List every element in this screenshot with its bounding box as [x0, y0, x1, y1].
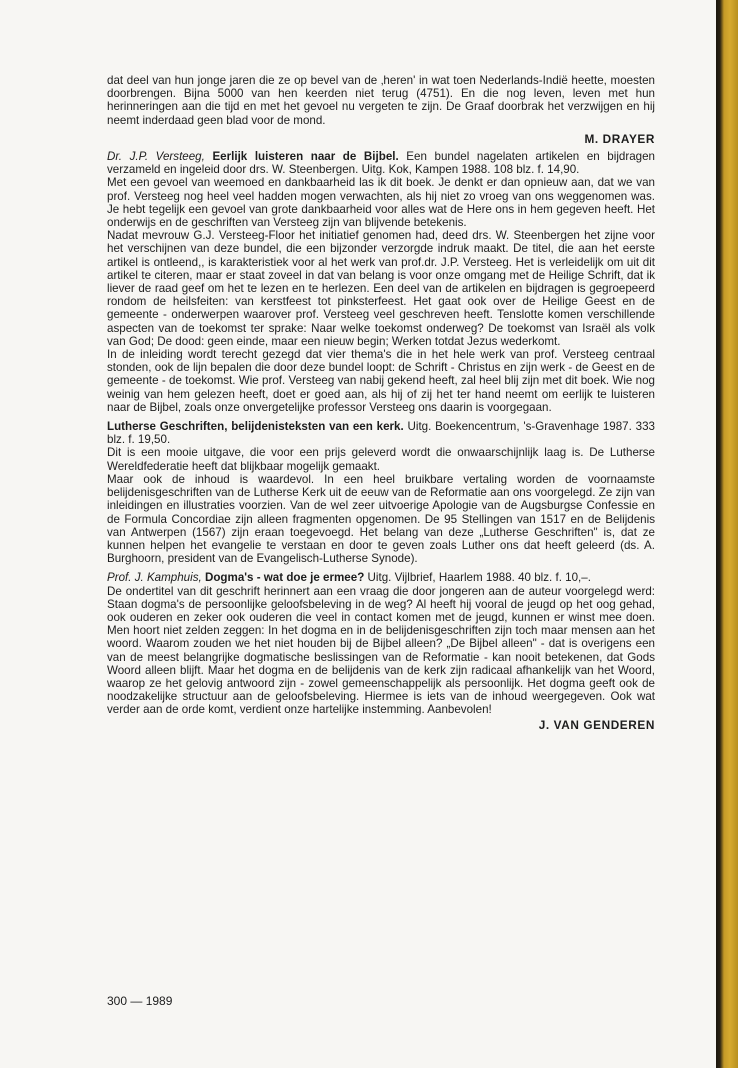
signature-drayer: M. DRAYER — [584, 131, 655, 146]
review-kamphuis-details: Uitg. Vijlbrief, Haarlem 1988. 40 blz. f. 10,–. — [364, 571, 591, 585]
review-lutherse-paragraph: Maar ook de inhoud is waardevol. In een heel bruikbare vertaling worden de voornaamste belijdenisgeschriften van de Lutherse Kerk uit de eeuw van de Reformatie aan ons voorgelegd. Ze zijn van inleidingen en illustraties voorzien. Van de wel zeer uitvoerige Apologie van de Augsburgse Confessie en de Formula Concordiae zijn alleen fragmenten opgenomen. De 95 Stellingen van 1517 en de Belijdenis van Antwerpen (1567) zijn eraan toegevoegd. Het belang van deze „Lutherse Geschriften" is, dat ze kunnen helpen het evangelie te verstaan en door te geven zoals Luther ons dat heeft geleerd (ds. A. Burghoorn, president van de Evangelisch-Lutherse Synode). — [107, 472, 655, 566]
review-intro-text: dat deel van hun jonge jaren die ze op bevel van de ‚heren' in wat toen Nederlands-Indië heette, moesten doorbrengen. Bijna 5000 van hen keerden niet terug (4751). En die nog leven, leven met hun herinneringen aan die tijd en met het gevoel nu vergeten te zijn. De Graaf doorbrak het verzwijgen en hij neemt inderdaad geen blad voor de mond. — [107, 74, 655, 127]
review-lutherse-heading — [107, 420, 655, 446]
review-versteeg-title: Eerlijk luisteren naar de Bijbel. — [212, 150, 399, 164]
page-edge — [716, 0, 738, 1068]
signature-van-genderen: J. VAN GENDEREN — [538, 717, 655, 732]
review-kamphuis-heading — [107, 571, 655, 584]
review-kamphuis-author: Prof. J. Kamphuis, — [107, 571, 202, 585]
review-versteeg-details: Een bundel nagelaten artikelen en bijdragen verzameld en ingeleid door drs. W. Steenbergen. Uitg. Kok, Kampen 1988. 108 blz. f. 14,90. — [107, 150, 655, 177]
article-column — [107, 74, 655, 736]
review-versteeg-paragraph: Met een gevoel van weemoed en dankbaarheid las ik dit boek. Je denkt er dan opnieuw aan, dat we van prof. Versteeg nog heel veel hadden mogen verwachten, als hij niet zo vroeg van ons weggenomen was. Je hebt tegelijk een gevoel van grote dankbaarheid voor alles wat de Here ons in hem gegeven heeft. Het onderwijs en de geschriften van Versteeg zijn van blijvende betekenis. — [107, 176, 655, 230]
review-kamphuis-paragraph: De ondertitel van dit geschrift herinnert aan een vraag die door jongeren aan de auteur voorgelegd werd: Staan dogma's de persoonlijke geloofsbeleving in de weg? Al heeft hij vooral de jeugd op het oog gehad, ook ouderen en zeker ook ouderen die veel in contact komen met de jeugd, kunnen er winst mee doen. Men hoort niet zelden zeggen: In het dogma en in de belijdenisgeschriften zijn toch maar mensen aan het woord. Waarom zouden we het niet houden bij de Bijbel alleen? „De Bijbel alleen" - dat is overigens een van de meest belangrijke dogmatische beslissingen van de Reformatie - kan nooit betekenen, dat Gods Woord alleen blijft. Maar het dogma en de belijdenis van de kerk zijn radicaal afhankelijk van het Woord, waarop ze het gelovig antwoord zijn - zowel gemeenschappelijk als persoonlijk. Het dogma geeft ook de noodzakelijke structuur aan de geloofsbeleving. Hiermee is iets van de inhoud weergegeven. Ook wat verder aan de orde komt, verdient onze hartelijke instemming. Aanbevolen! — [107, 584, 655, 717]
review-lutherse-details: Uitg. Boekencentrum, 's-Gravenhage 1987. 333 blz. f. 19,50. — [107, 420, 655, 447]
review-versteeg-heading — [107, 150, 655, 176]
review-kamphuis-title: Dogma's - wat doe je ermee? — [204, 571, 365, 585]
review-versteeg-author: Dr. J.P. Versteeg, — [107, 150, 205, 164]
review-lutherse-paragraph: Dit is een mooie uitgave, die voor een prijs geleverd wordt die onwaarschijnlijk laag is. De Lutherse Wereldfederatie heeft dat blijkbaar mogelijk gemaakt. — [107, 446, 655, 473]
review-versteeg-paragraph: In de inleiding wordt terecht gezegd dat vier thema's die in het hele werk van prof. Versteeg centraal stonden, ook de lijn bepalen die door deze bundel loopt: de Schrift - Christus en zijn werk - de Geest en de gemeente - de toekomst. Wie prof. Versteeg van nabij gekend heeft, zal heel blij zijn met dit boek. Wie nog weinig van hem gelezen heeft, doet er goed aan, als hij of zij het ter hand neemt om eerlijk te luisteren naar de Bijbel, zoals onze onvergetelijke professor Versteeg ons daarin is voorgegaan. — [107, 348, 655, 414]
page-folio: 300 — 1989 — [107, 994, 173, 1008]
review-lutherse-title: Lutherse Geschriften, belijdenisteksten van een kerk. — [107, 420, 404, 434]
review-versteeg-paragraph: Nadat mevrouw G.J. Versteeg-Floor het initiatief genomen had, deed drs. W. Steenbergen het zijne voor het verschijnen van deze bundel, die een bijzonder verzorgde indruk maakt. De titel, die aan het eerste artikel is ontleend,, is karakteristiek voor al het werk van prof.dr. J.P. Versteeg. Het is verleidelijk om uit dit artikel te citeren, maar er staat zoveel in dat van belang is voor onze omgang met de Heilige Schrift, dat ik liever de raad geef om het te lezen en te herlezen. Een deel van de artikelen en bijdragen is gegroepeerd rondom de heilsfeiten: van kerstfeest tot pinksterfeest. Het gaat ook over de Heilige Geest en de gemeente - onderwerpen waarover prof. Versteeg veel geschreven heeft. Tenslotte komen verschillende aspecten van de toekomst ter sprake: Naar welke toekomst onderweg? De toekomst van Israël als volk van God; De dood: geen einde, maar een nieuw begin; Werken totdat Jezus wederkomt. — [107, 229, 655, 348]
